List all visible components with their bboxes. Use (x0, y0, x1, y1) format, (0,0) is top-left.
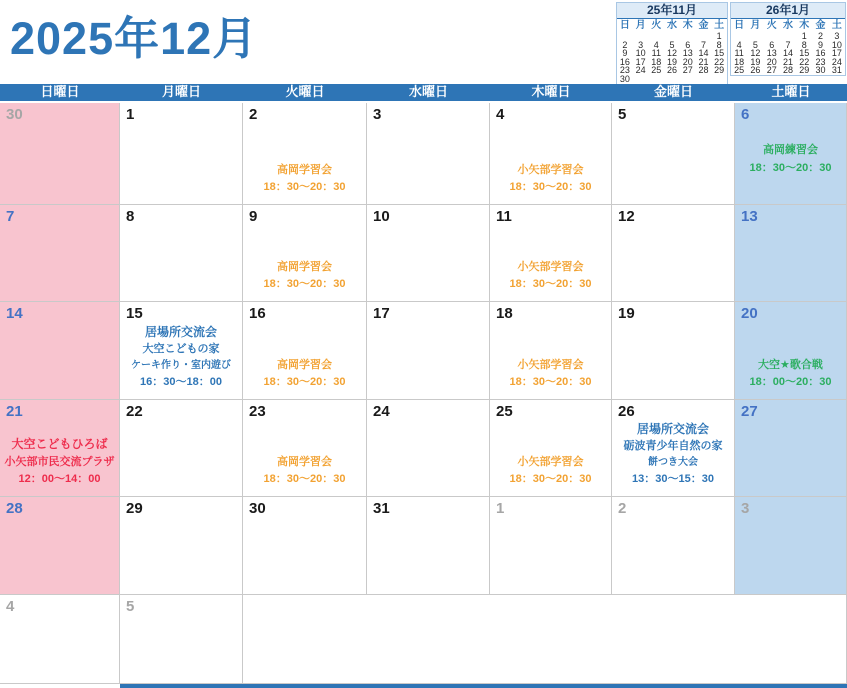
event-label (750, 357, 832, 391)
mini-calendar-day: 24 (635, 65, 646, 76)
day-number: 30 (249, 500, 266, 517)
calendar-week-row (0, 205, 847, 302)
mini-calendar-day: 9 (818, 39, 824, 50)
mini-calendar-day: 23 (619, 65, 630, 76)
day-number: 25 (496, 403, 513, 420)
mini-calendar-day: 23 (815, 56, 826, 67)
day-number: 21 (6, 403, 23, 420)
mini-calendar-weekday-label: 月 (635, 20, 646, 31)
calendar-day-cell[interactable] (490, 302, 612, 400)
event-container (735, 302, 846, 399)
event-container (490, 400, 611, 496)
mini-calendar-title: 25年11月 (617, 3, 727, 19)
day-number: 24 (373, 403, 390, 420)
mini-calendar-day: 15 (714, 48, 725, 59)
calendar-day-cell[interactable] (120, 400, 243, 497)
event-label (510, 454, 592, 488)
event-label (264, 162, 346, 196)
mini-calendar-weekday-label: 月 (750, 20, 761, 31)
day-number: 19 (618, 305, 635, 322)
mini-calendar-day (664, 75, 680, 84)
calendar-day-cell[interactable] (243, 497, 367, 595)
mini-calendar-day: 5 (669, 39, 675, 50)
mini-calendar-title: 26年1月 (731, 3, 845, 19)
mini-calendar-day (633, 75, 649, 84)
mini-calendar-day: 17 (635, 56, 646, 67)
event-label (510, 162, 592, 196)
day-number: 16 (249, 305, 266, 322)
mini-calendar-day: 16 (815, 48, 826, 59)
mini-calendar-weekday-label: 金 (815, 20, 826, 31)
day-number: 1 (496, 500, 505, 517)
event-container (735, 103, 846, 204)
event-container (243, 103, 366, 204)
day-number: 30 (6, 106, 23, 123)
page-title: 2025年12月 (10, 13, 259, 64)
event-text-line: 大空★歌合戦 (758, 358, 823, 371)
day-number: 7 (6, 208, 15, 225)
weekday-header-cell: 木曜日 (490, 84, 612, 103)
day-number: 13 (741, 208, 758, 225)
event-text-line: 高岡学習会 (276, 358, 332, 371)
day-number: 20 (741, 305, 758, 322)
mini-calendar-day: 14 (782, 48, 793, 59)
mini-calendar-week-row (731, 66, 845, 75)
mini-calendar-weekday-label: 水 (782, 20, 793, 31)
event-text-line: 18：30～20：30 (263, 472, 346, 485)
calendar-day-cell[interactable] (243, 103, 367, 205)
day-number: 15 (126, 305, 143, 322)
mini-calendar-day (711, 75, 727, 84)
day-number: 9 (249, 208, 258, 225)
event-container (490, 205, 611, 301)
event-text-line: 高岡学習会 (276, 455, 332, 468)
weekday-header-cell: 月曜日 (120, 84, 243, 103)
event-text-line: 18：30～20：30 (509, 277, 592, 290)
mini-calendar-week-row (617, 75, 727, 84)
day-number: 11 (496, 208, 512, 225)
calendar-day-cell[interactable] (612, 497, 735, 595)
day-number: 12 (618, 208, 635, 225)
calendar-day-cell[interactable] (612, 205, 735, 302)
mini-calendar-day: 11 (734, 48, 744, 59)
mini-calendar-day: 16 (619, 56, 630, 67)
weekday-header-cell: 日曜日 (0, 84, 120, 103)
event-text-line: 大空こどもの家 (142, 343, 220, 356)
calendar-day-cell[interactable] (735, 497, 847, 595)
calendar-day-cell[interactable] (120, 302, 243, 400)
mini-calendar-day: 18 (734, 56, 745, 67)
mini-calendar-weekday-label: 木 (682, 20, 693, 31)
mini-calendar-day: 25 (651, 65, 662, 76)
mini-calendar-day: 20 (766, 56, 777, 67)
event-text-line: 18：30～20：30 (263, 277, 346, 290)
mini-calendar-day: 26 (750, 65, 761, 76)
weekday-header-cell: 土曜日 (735, 84, 847, 103)
mini-calendar-day: 12 (667, 48, 678, 59)
calendar-day-cell[interactable] (243, 302, 367, 400)
event-text-line: 13：30～15：30 (632, 472, 714, 485)
mini-calendar-day: 21 (698, 56, 709, 67)
mini-calendar-day: 29 (714, 65, 725, 76)
mini-calendar-day: 21 (782, 56, 793, 67)
day-number: 4 (6, 598, 15, 615)
mini-calendar-day: 2 (818, 31, 824, 41)
day-number: 18 (496, 305, 513, 322)
mini-calendar-day: 13 (682, 48, 693, 59)
mini-calendar-weekday-label: 土 (831, 20, 842, 31)
calendar-day-cell[interactable] (367, 302, 490, 400)
event-text-line: 16：30～18：00 (140, 375, 222, 388)
calendar-week-row (0, 103, 847, 205)
event-text-line: 18：00～20：30 (749, 375, 832, 388)
mini-calendar-day: 6 (769, 39, 775, 50)
event-text-line: 18：30～20：30 (509, 472, 592, 485)
day-number: 1 (126, 106, 135, 123)
weekday-header-bar (0, 84, 847, 103)
mini-calendar-day: 30 (815, 65, 826, 76)
calendar-day-cell[interactable] (612, 302, 735, 400)
mini-calendar-day: 31 (831, 65, 842, 76)
calendar-day-cell[interactable] (735, 400, 847, 497)
day-number: 4 (496, 106, 505, 123)
calendar-week-row (0, 302, 847, 400)
calendar-week-row (0, 400, 847, 497)
weekday-header-cell: 火曜日 (243, 84, 367, 103)
event-text-line: 18：30～20：30 (509, 180, 592, 193)
mini-calendar-day: 24 (831, 56, 842, 67)
event-text-line: 小矢部学習会 (517, 260, 584, 273)
mini-calendar-week-row (617, 66, 727, 75)
mini-calendar-day: 5 (752, 39, 758, 50)
event-text-line: 居場所交流会 (636, 421, 709, 436)
event-container (243, 205, 366, 301)
mini-calendar-day: 6 (685, 39, 691, 50)
day-number: 14 (6, 305, 23, 322)
event-label (264, 259, 346, 293)
mini-calendar-weekday-row (731, 19, 845, 32)
day-number: 5 (618, 106, 627, 123)
mini-calendar-day (696, 75, 712, 84)
day-number: 2 (249, 106, 258, 123)
event-label (131, 323, 231, 391)
day-number: 22 (126, 403, 143, 420)
mini-calendar-weekday-label: 火 (651, 20, 662, 31)
event-text-line: 高岡学習会 (276, 260, 332, 273)
mini-calendar-weekday-label: 日 (734, 20, 745, 31)
event-label (624, 420, 723, 488)
event-text-line: 小矢部学習会 (517, 163, 584, 176)
mini-calendar-day: 22 (714, 56, 725, 67)
mini-calendar-day: 10 (635, 48, 646, 59)
mini-calendar-day: 8 (716, 39, 722, 50)
mini-calendar-day: 1 (716, 31, 722, 41)
event-text-line: 高岡練習会 (762, 144, 818, 157)
calendar-day-cell[interactable] (120, 103, 243, 205)
day-number: 28 (6, 500, 23, 517)
mini-calendar-day (648, 75, 664, 84)
event-label (264, 357, 346, 391)
mini-calendar-day: 15 (799, 48, 810, 59)
day-number: 23 (249, 403, 266, 420)
calendar-day-cell[interactable] (0, 595, 120, 684)
mini-calendar-day: 3 (638, 39, 644, 50)
mini-calendar-day: 28 (782, 65, 793, 76)
mini-calendar-day: 2 (622, 39, 628, 50)
event-text-line: 砺波青少年自然の家 (623, 440, 723, 453)
mini-calendar-day: 10 (831, 39, 842, 50)
mini-calendar-day: 28 (698, 65, 709, 76)
calendar-day-cell[interactable] (367, 103, 490, 205)
mini-calendar-weekday-label: 金 (698, 20, 709, 31)
mini-calendar-weekday-row (617, 19, 727, 32)
calendar-grid (0, 103, 847, 684)
calendar-day-cell[interactable] (490, 205, 612, 302)
mini-calendar-day: 18 (651, 56, 662, 67)
day-number: 27 (741, 403, 758, 420)
day-number: 10 (373, 208, 390, 225)
calendar-day-cell[interactable] (243, 400, 367, 497)
mini-calendar-day: 19 (667, 56, 678, 67)
event-container (0, 400, 119, 496)
event-text-line: 18：30～20：30 (263, 180, 346, 193)
calendar-day-cell[interactable] (243, 205, 367, 302)
calendar-day-cell[interactable] (120, 497, 243, 595)
day-number: 8 (126, 208, 135, 225)
weekday-header-cell: 金曜日 (612, 84, 735, 103)
calendar-day-cell[interactable] (0, 400, 120, 497)
day-number: 5 (126, 598, 135, 615)
event-container (243, 400, 366, 496)
mini-calendar-day: 11 (651, 48, 661, 59)
mini-calendar-day: 4 (736, 39, 742, 50)
mini-calendar-day: 29 (799, 65, 810, 76)
mini-calendar-day: 26 (667, 65, 678, 76)
event-text-line: 小矢部市民交流プラザ (4, 455, 115, 468)
mini-calendar-day: 12 (750, 48, 761, 59)
bottom-accent-bar (120, 684, 847, 688)
calendar-day-cell[interactable] (367, 497, 490, 595)
day-number: 3 (741, 500, 750, 517)
mini-calendar-day: 30 (619, 73, 630, 84)
mini-calendar-day: 7 (785, 39, 791, 50)
event-text-line: 小矢部学習会 (517, 455, 584, 468)
day-number: 17 (373, 305, 390, 322)
calendar-day-cell[interactable] (490, 497, 612, 595)
calendar-day-cell[interactable] (735, 103, 847, 205)
event-container (120, 302, 242, 399)
event-label (264, 454, 346, 488)
day-number: 26 (618, 403, 635, 420)
calendar-week-row (0, 595, 847, 684)
event-label (510, 259, 592, 293)
event-label (5, 435, 115, 488)
calendar-day-cell[interactable] (612, 103, 735, 205)
calendar-merged-cell (243, 595, 847, 684)
mini-calendar-day: 20 (682, 56, 693, 67)
calendar-day-cell[interactable] (612, 400, 735, 497)
day-number: 6 (741, 106, 750, 123)
mini-calendar-day: 17 (831, 48, 842, 59)
mini-calendar-day: 25 (734, 65, 745, 76)
event-text-line: 大空こどもひろば (11, 437, 108, 452)
calendar-day-cell[interactable] (367, 205, 490, 302)
calendar-day-cell[interactable] (735, 302, 847, 400)
calendar-day-cell[interactable] (0, 497, 120, 595)
calendar-day-cell[interactable] (367, 400, 490, 497)
event-text-line: 18：30～20：30 (749, 161, 832, 174)
mini-calendar-day: 13 (766, 48, 777, 59)
event-text-line: ケーキ作り・室内遊び (131, 360, 231, 372)
mini-calendar-day: 4 (653, 39, 659, 50)
calendar-day-cell[interactable] (120, 595, 243, 684)
calendar-day-cell[interactable] (0, 302, 120, 400)
event-text-line: 餅つき大会 (648, 457, 698, 469)
event-text-line: 18：30～20：30 (263, 375, 346, 388)
mini-calendar-day: 1 (801, 31, 807, 41)
mini-calendar-day: 19 (750, 56, 761, 67)
calendar-day-cell[interactable] (120, 205, 243, 302)
mini-calendar-day (680, 75, 696, 84)
event-label (750, 142, 832, 176)
event-container (490, 302, 611, 399)
event-text-line: 小矢部学習会 (517, 358, 584, 371)
mini-calendar-day: 27 (682, 65, 693, 76)
mini-calendar-weekday-label: 土 (714, 20, 725, 31)
mini-calendar-day: 22 (799, 56, 810, 67)
calendar-day-cell[interactable] (0, 103, 120, 205)
event-label (510, 357, 592, 391)
mini-calendar-day: 14 (698, 48, 709, 59)
weekday-header-cell: 水曜日 (367, 84, 490, 103)
mini-calendar-weekday-label: 日 (619, 20, 630, 31)
day-number: 3 (373, 106, 382, 123)
mini-calendar-day: 3 (834, 31, 840, 41)
event-container (612, 400, 734, 496)
mini-calendar-day: 9 (622, 48, 628, 59)
mini-calendar-january (730, 2, 846, 76)
mini-calendar-day: 7 (700, 39, 706, 50)
mini-calendar-weekday-label: 水 (667, 20, 678, 31)
event-text-line: 12：00～14：00 (18, 472, 101, 485)
event-text-line: 高岡学習会 (276, 163, 332, 176)
mini-calendar-weekday-label: 木 (799, 20, 810, 31)
event-container (243, 302, 366, 399)
event-container (490, 103, 611, 204)
calendar-day-cell[interactable] (0, 205, 120, 302)
calendar-day-cell[interactable] (735, 205, 847, 302)
calendar-day-cell[interactable] (490, 103, 612, 205)
day-number: 29 (126, 500, 143, 517)
calendar-day-cell[interactable] (490, 400, 612, 497)
mini-calendar-november (616, 2, 728, 85)
mini-calendar-day: 8 (801, 39, 807, 50)
mini-calendar-day: 27 (766, 65, 777, 76)
mini-calendar-weekday-label: 火 (766, 20, 777, 31)
day-number: 31 (373, 500, 390, 517)
event-text-line: 18：30～20：30 (509, 375, 592, 388)
day-number: 2 (618, 500, 627, 517)
calendar-week-row (0, 497, 847, 595)
event-text-line: 居場所交流会 (144, 324, 217, 339)
